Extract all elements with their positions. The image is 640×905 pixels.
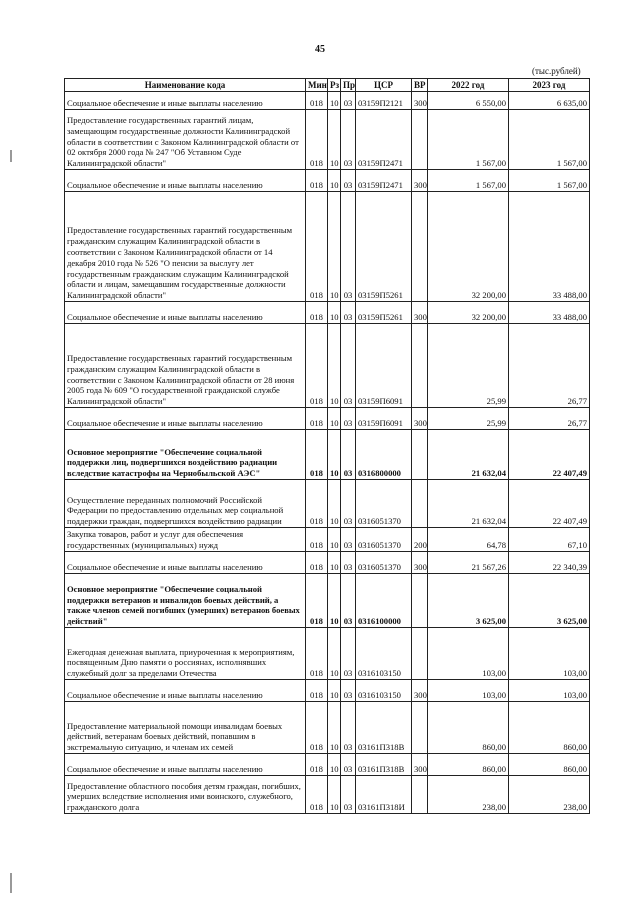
row-vr — [412, 702, 428, 754]
table-row — [65, 702, 590, 754]
row-rz: 10 — [328, 192, 341, 302]
row-name: Основное мероприятие "Обеспечение социальной поддержки ветеранов и инвалидов боевых действий, а также членов семей погибших (умерших) ветеранов боевых действий" — [65, 574, 306, 628]
row-vr: 300 — [412, 170, 428, 192]
row-2022: 21 567,26 — [428, 552, 509, 574]
row-csr: 03159П2471 — [356, 170, 412, 192]
row-min: 018 — [306, 552, 328, 574]
row-name: Предоставление областного пособия детям граждан, погибших, умерших вследствие исполнения ими воинского, служебного, гражданского долга — [65, 776, 306, 814]
table-row — [65, 754, 590, 776]
row-name: Предоставление государственных гарантий лицам, замещающим государственные должности Калининградской области в соответствии с Законом Калининградской области от 02 октября 2000 года № 247 "Об Уставном Суде Калининградской области" — [65, 110, 306, 170]
table-row — [65, 430, 590, 480]
row-vr — [412, 628, 428, 680]
row-min: 018 — [306, 776, 328, 814]
row-rz: 10 — [328, 680, 341, 702]
row-rz: 10 — [328, 528, 341, 552]
row-min: 018 — [306, 480, 328, 528]
row-pr: 03 — [341, 702, 356, 754]
row-pr: 03 — [341, 754, 356, 776]
row-2023: 103,00 — [509, 628, 590, 680]
row-2022: 32 200,00 — [428, 302, 509, 324]
row-2023: 26,77 — [509, 324, 590, 408]
table-row — [65, 302, 590, 324]
row-vr: 300 — [412, 680, 428, 702]
table-row — [65, 192, 590, 302]
row-pr: 03 — [341, 192, 356, 302]
row-pr: 03 — [341, 680, 356, 702]
row-name: Закупка товаров, работ и услуг для обеспечения государственных (муниципальных) нужд — [65, 528, 306, 552]
row-2022: 32 200,00 — [428, 192, 509, 302]
row-name: Предоставление материальной помощи инвалидам боевых действий, ветеранам боевых действий, попавшим в экстремальную ситуацию, и членам их семей — [65, 702, 306, 754]
row-vr — [412, 776, 428, 814]
page-number: 45 — [315, 44, 325, 55]
row-2022: 21 632,04 — [428, 480, 509, 528]
row-2023: 6 635,00 — [509, 92, 590, 110]
row-2022: 25,99 — [428, 324, 509, 408]
row-min: 018 — [306, 92, 328, 110]
row-vr: 300 — [412, 92, 428, 110]
row-name: Осуществление переданных полномочий Российской Федерации по предоставлению отдельных мер социальной поддержки граждан, подвергшихся воздействию радиации — [65, 480, 306, 528]
row-rz: 10 — [328, 574, 341, 628]
row-pr: 03 — [341, 408, 356, 430]
row-2023: 22 340,39 — [509, 552, 590, 574]
row-rz: 10 — [328, 552, 341, 574]
row-vr: 200 — [412, 528, 428, 552]
row-name: Социальное обеспечение и иные выплаты населению — [65, 92, 306, 110]
row-2023: 1 567,00 — [509, 110, 590, 170]
row-csr: 0316103150 — [356, 680, 412, 702]
row-min: 018 — [306, 528, 328, 552]
row-rz: 10 — [328, 408, 341, 430]
row-min: 018 — [306, 754, 328, 776]
row-min: 018 — [306, 110, 328, 170]
row-2022: 103,00 — [428, 680, 509, 702]
row-2022: 860,00 — [428, 754, 509, 776]
row-2022: 103,00 — [428, 628, 509, 680]
row-2023: 33 488,00 — [509, 302, 590, 324]
row-vr: 300 — [412, 552, 428, 574]
row-2022: 860,00 — [428, 702, 509, 754]
row-rz: 10 — [328, 430, 341, 480]
row-csr: 0316100000 — [356, 574, 412, 628]
row-name: Социальное обеспечение и иные выплаты населению — [65, 170, 306, 192]
row-pr: 03 — [341, 628, 356, 680]
row-2023: 22 407,49 — [509, 430, 590, 480]
row-pr: 03 — [341, 324, 356, 408]
row-2023: 860,00 — [509, 754, 590, 776]
row-rz: 10 — [328, 754, 341, 776]
row-pr: 03 — [341, 528, 356, 552]
row-2023: 103,00 — [509, 680, 590, 702]
row-min: 018 — [306, 192, 328, 302]
table-row — [65, 628, 590, 680]
row-min: 018 — [306, 680, 328, 702]
row-csr: 03161П318И — [356, 776, 412, 814]
row-vr — [412, 430, 428, 480]
row-name: Социальное обеспечение и иные выплаты населению — [65, 408, 306, 430]
col-header-pr: Пр — [341, 79, 356, 92]
row-rz: 10 — [328, 480, 341, 528]
col-header-min: Мин — [306, 79, 328, 92]
table-row — [65, 552, 590, 574]
row-vr: 300 — [412, 302, 428, 324]
row-pr: 03 — [341, 430, 356, 480]
row-pr: 03 — [341, 302, 356, 324]
table-header-row — [65, 79, 590, 92]
row-vr: 300 — [412, 754, 428, 776]
units-note: (тыс.рублей) — [532, 66, 581, 76]
row-pr: 03 — [341, 574, 356, 628]
row-2023: 3 625,00 — [509, 574, 590, 628]
row-2022: 6 550,00 — [428, 92, 509, 110]
row-rz: 10 — [328, 776, 341, 814]
row-pr: 03 — [341, 170, 356, 192]
row-2023: 860,00 — [509, 702, 590, 754]
row-2022: 25,99 — [428, 408, 509, 430]
row-min: 018 — [306, 430, 328, 480]
row-2022: 3 625,00 — [428, 574, 509, 628]
row-pr: 03 — [341, 552, 356, 574]
row-name: Социальное обеспечение и иные выплаты населению — [65, 302, 306, 324]
row-name: Предоставление государственных гарантий государственным гражданским служащим Калининградской области в соответствии с Законом Калининградской области от 28 июня 2005 года № 609 "О государственной гражданской службе Калининградской области" — [65, 324, 306, 408]
row-min: 018 — [306, 324, 328, 408]
row-rz: 10 — [328, 628, 341, 680]
row-rz: 10 — [328, 702, 341, 754]
scan-margin-mark — [10, 873, 12, 893]
row-vr — [412, 480, 428, 528]
col-header-rz: Рз — [328, 79, 341, 92]
row-name: Социальное обеспечение и иные выплаты населению — [65, 754, 306, 776]
budget-table — [64, 78, 590, 814]
row-min: 018 — [306, 628, 328, 680]
row-2023: 1 567,00 — [509, 170, 590, 192]
row-rz: 10 — [328, 110, 341, 170]
table-row — [65, 776, 590, 814]
scan-margin-mark — [10, 150, 12, 162]
row-rz: 10 — [328, 302, 341, 324]
row-vr — [412, 324, 428, 408]
row-csr: 03159П5261 — [356, 192, 412, 302]
col-header-vr: ВР — [412, 79, 428, 92]
row-csr: 03159П2471 — [356, 110, 412, 170]
row-csr: 03159П6091 — [356, 324, 412, 408]
row-csr: 03161П318В — [356, 702, 412, 754]
row-rz: 10 — [328, 170, 341, 192]
table-row — [65, 574, 590, 628]
row-vr — [412, 192, 428, 302]
row-2022: 1 567,00 — [428, 170, 509, 192]
row-pr: 03 — [341, 92, 356, 110]
row-csr: 03161П318В — [356, 754, 412, 776]
row-pr: 03 — [341, 480, 356, 528]
row-name: Социальное обеспечение и иные выплаты населению — [65, 680, 306, 702]
col-header-2023: 2023 год — [509, 79, 590, 92]
row-rz: 10 — [328, 324, 341, 408]
row-name: Социальное обеспечение и иные выплаты населению — [65, 552, 306, 574]
row-csr: 0316051370 — [356, 480, 412, 528]
col-header-2022: 2022 год — [428, 79, 509, 92]
row-csr: 03159П5261 — [356, 302, 412, 324]
row-csr: 0316051370 — [356, 552, 412, 574]
row-vr — [412, 574, 428, 628]
row-csr: 0316051370 — [356, 528, 412, 552]
row-2023: 33 488,00 — [509, 192, 590, 302]
row-2023: 22 407,49 — [509, 480, 590, 528]
table-row — [65, 110, 590, 170]
table-row — [65, 480, 590, 528]
col-header-csr: ЦСР — [356, 79, 412, 92]
row-pr: 03 — [341, 776, 356, 814]
row-2023: 26,77 — [509, 408, 590, 430]
row-name: Основное мероприятие "Обеспечение социальной поддержки лиц, подвергшихся воздействию радиации вследствие катастрофы на Чернобыльской АЭС" — [65, 430, 306, 480]
col-header-name: Наименование кода — [65, 79, 306, 92]
table-row — [65, 324, 590, 408]
row-pr: 03 — [341, 110, 356, 170]
row-csr: 03159П6091 — [356, 408, 412, 430]
row-2023: 238,00 — [509, 776, 590, 814]
row-rz: 10 — [328, 92, 341, 110]
row-name: Предоставление государственных гарантий государственным гражданским служащим Калининградской области в соответствии с Законом Калининградской области от 14 декабря 2010 года № 526 "О пенсии за выслугу лет государственным гражданским служащим Калининградской области и лицам, замещавшим государственные должности Калининградской области" — [65, 192, 306, 302]
row-2022: 238,00 — [428, 776, 509, 814]
row-csr: 0316800000 — [356, 430, 412, 480]
row-vr: 300 — [412, 408, 428, 430]
row-min: 018 — [306, 408, 328, 430]
row-2022: 1 567,00 — [428, 110, 509, 170]
row-vr — [412, 110, 428, 170]
row-name: Ежегодная денежная выплата, приуроченная к мероприятиям, посвященным Дню памяти о россиянах, исполнявших служебный долг за пределами Отечества — [65, 628, 306, 680]
row-min: 018 — [306, 170, 328, 192]
row-csr: 0316103150 — [356, 628, 412, 680]
row-2022: 21 632,04 — [428, 430, 509, 480]
row-2023: 67,10 — [509, 528, 590, 552]
table-row — [65, 408, 590, 430]
table-row — [65, 92, 590, 110]
row-min: 018 — [306, 574, 328, 628]
row-min: 018 — [306, 302, 328, 324]
table-row — [65, 170, 590, 192]
table-row — [65, 680, 590, 702]
row-2022: 64,78 — [428, 528, 509, 552]
row-csr: 03159П2121 — [356, 92, 412, 110]
table-row — [65, 528, 590, 552]
row-min: 018 — [306, 702, 328, 754]
